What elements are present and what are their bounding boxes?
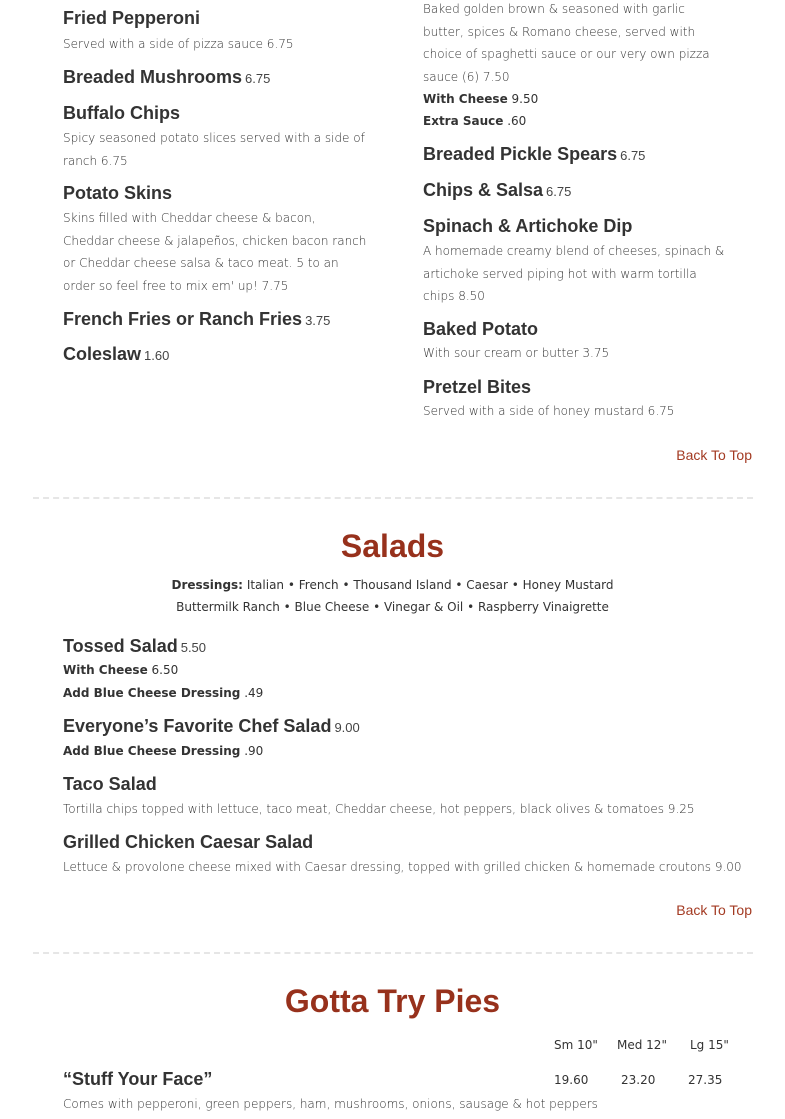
item-name: Fried Pepperoni [63, 8, 201, 28]
item-desc: Comes with pepperoni, green peppers, ham, mushrooms, onions, sausage & hot peppers [63, 1097, 598, 1111]
size-header-small: Sm 10" [554, 1038, 598, 1052]
option-price: .49 [244, 686, 264, 700]
option-label: Extra Sauce [423, 114, 504, 128]
item-price: 1.60 [144, 348, 170, 363]
item-price: 9.00 [334, 720, 360, 735]
menu-item [63, 774, 157, 795]
item-name: “Stuff Your Face” [63, 1069, 213, 1089]
item-name: French Fries or Ranch Fries [63, 309, 303, 329]
item-option [423, 88, 538, 111]
item-name: Chips & Salsa [423, 180, 544, 200]
back-to-top-link[interactable]: Back To Top [676, 902, 752, 918]
item-desc: Skins filled with Cheddar cheese & bacon, Cheddar cheese & jalapeños, chicken bacon ranch or Cheddar cheese salsa & taco meat. 5 to an order so feel free to mix em' up! 7.75 [63, 211, 367, 293]
item-option [63, 682, 263, 705]
item-name: Pretzel Bites [423, 377, 532, 397]
item-name: Baked Potato [423, 319, 539, 339]
option-price: 6.50 [151, 663, 179, 677]
item-name: Tossed Salad [63, 636, 178, 656]
item-name: Breaded Pickle Spears [423, 144, 618, 164]
item-price: 6.75 [546, 184, 572, 199]
item-option [63, 740, 263, 763]
section-title-salads: Salads [340, 528, 445, 564]
item-desc: Served with a side of pizza sauce 6.75 [63, 37, 294, 51]
item-price: 5.50 [180, 640, 207, 655]
dressings-line: Italian • French • Thousand Island • Caesar • Honey Mustard [246, 578, 614, 592]
price-small: 19.60 [554, 1073, 589, 1087]
menu-item [63, 103, 180, 124]
size-header-large: Lg 15" [690, 1038, 729, 1052]
section-title-pies: Gotta Try Pies [284, 983, 501, 1019]
menu-item [423, 144, 645, 165]
menu-item [63, 832, 313, 853]
item-option [423, 110, 526, 133]
item-desc: A homemade creamy blend of cheeses, spinach & artichoke served piping hot with warm tortilla chips 8.50 [423, 244, 725, 303]
option-label: With Cheese [423, 92, 508, 106]
option-label: Add Blue Cheese Dressing [63, 686, 241, 700]
item-desc: Served with a side of honey mustard 6.75 [423, 404, 675, 418]
item-name: Breaded Mushrooms [63, 67, 243, 87]
menu-item [423, 180, 571, 201]
menu-item [63, 309, 330, 330]
option-price: .90 [244, 744, 264, 758]
item-price: 3.75 [305, 313, 331, 328]
item-desc: Spicy seasoned potato slices served with a side of ranch 6.75 [63, 131, 365, 168]
item-desc: Tortilla chips topped with lettuce, taco meat, Cheddar cheese, hot peppers, black olives & tomatoes 9.25 [63, 802, 695, 816]
item-desc: Baked golden brown & seasoned with garlic butter, spices & Romano cheese, served with choice of spaghetti sauce or our very own pizza sauce (6) 7.50 [423, 2, 710, 84]
menu-item [63, 716, 360, 737]
menu-item [423, 377, 531, 398]
option-price: .60 [507, 114, 527, 128]
price-large: 27.35 [688, 1073, 723, 1087]
item-price: 6.75 [620, 148, 646, 163]
item-name: Everyone’s Favorite Chef Salad [63, 716, 332, 736]
option-label: With Cheese [63, 663, 148, 677]
menu-item [63, 67, 270, 88]
section-divider [33, 952, 753, 954]
menu-item [423, 319, 538, 340]
menu-item [63, 636, 206, 657]
menu-item [423, 216, 632, 237]
back-to-top-link[interactable]: Back To Top [676, 447, 752, 463]
option-label: Add Blue Cheese Dressing [63, 744, 241, 758]
menu-item [63, 8, 200, 29]
item-name: Coleslaw [63, 344, 142, 364]
item-desc: Lettuce & provolone cheese mixed with Caesar dressing, topped with grilled chicken & homemade croutons 9.00 [63, 860, 742, 874]
section-divider [33, 497, 753, 499]
item-option [63, 659, 178, 682]
dressings-label: Dressings: [171, 578, 243, 592]
item-name: Potato Skins [63, 183, 173, 203]
item-price: 6.75 [245, 71, 271, 86]
option-price: 9.50 [511, 92, 539, 106]
menu-item [63, 183, 172, 204]
item-name: Spinach & Artichoke Dip [423, 216, 633, 236]
size-header-medium: Med 12" [617, 1038, 667, 1052]
item-name: Taco Salad [63, 774, 157, 794]
item-name: Buffalo Chips [63, 103, 180, 123]
menu-item [63, 1069, 212, 1090]
price-medium: 23.20 [621, 1073, 656, 1087]
menu-item [63, 344, 169, 365]
dressings-line: Buttermilk Ranch • Blue Cheese • Vinegar & Oil • Raspberry Vinaigrette [176, 600, 609, 614]
item-desc: With sour cream or butter 3.75 [423, 346, 610, 360]
item-name: Grilled Chicken Caesar Salad [63, 832, 314, 852]
dressings-list [0, 574, 785, 597]
